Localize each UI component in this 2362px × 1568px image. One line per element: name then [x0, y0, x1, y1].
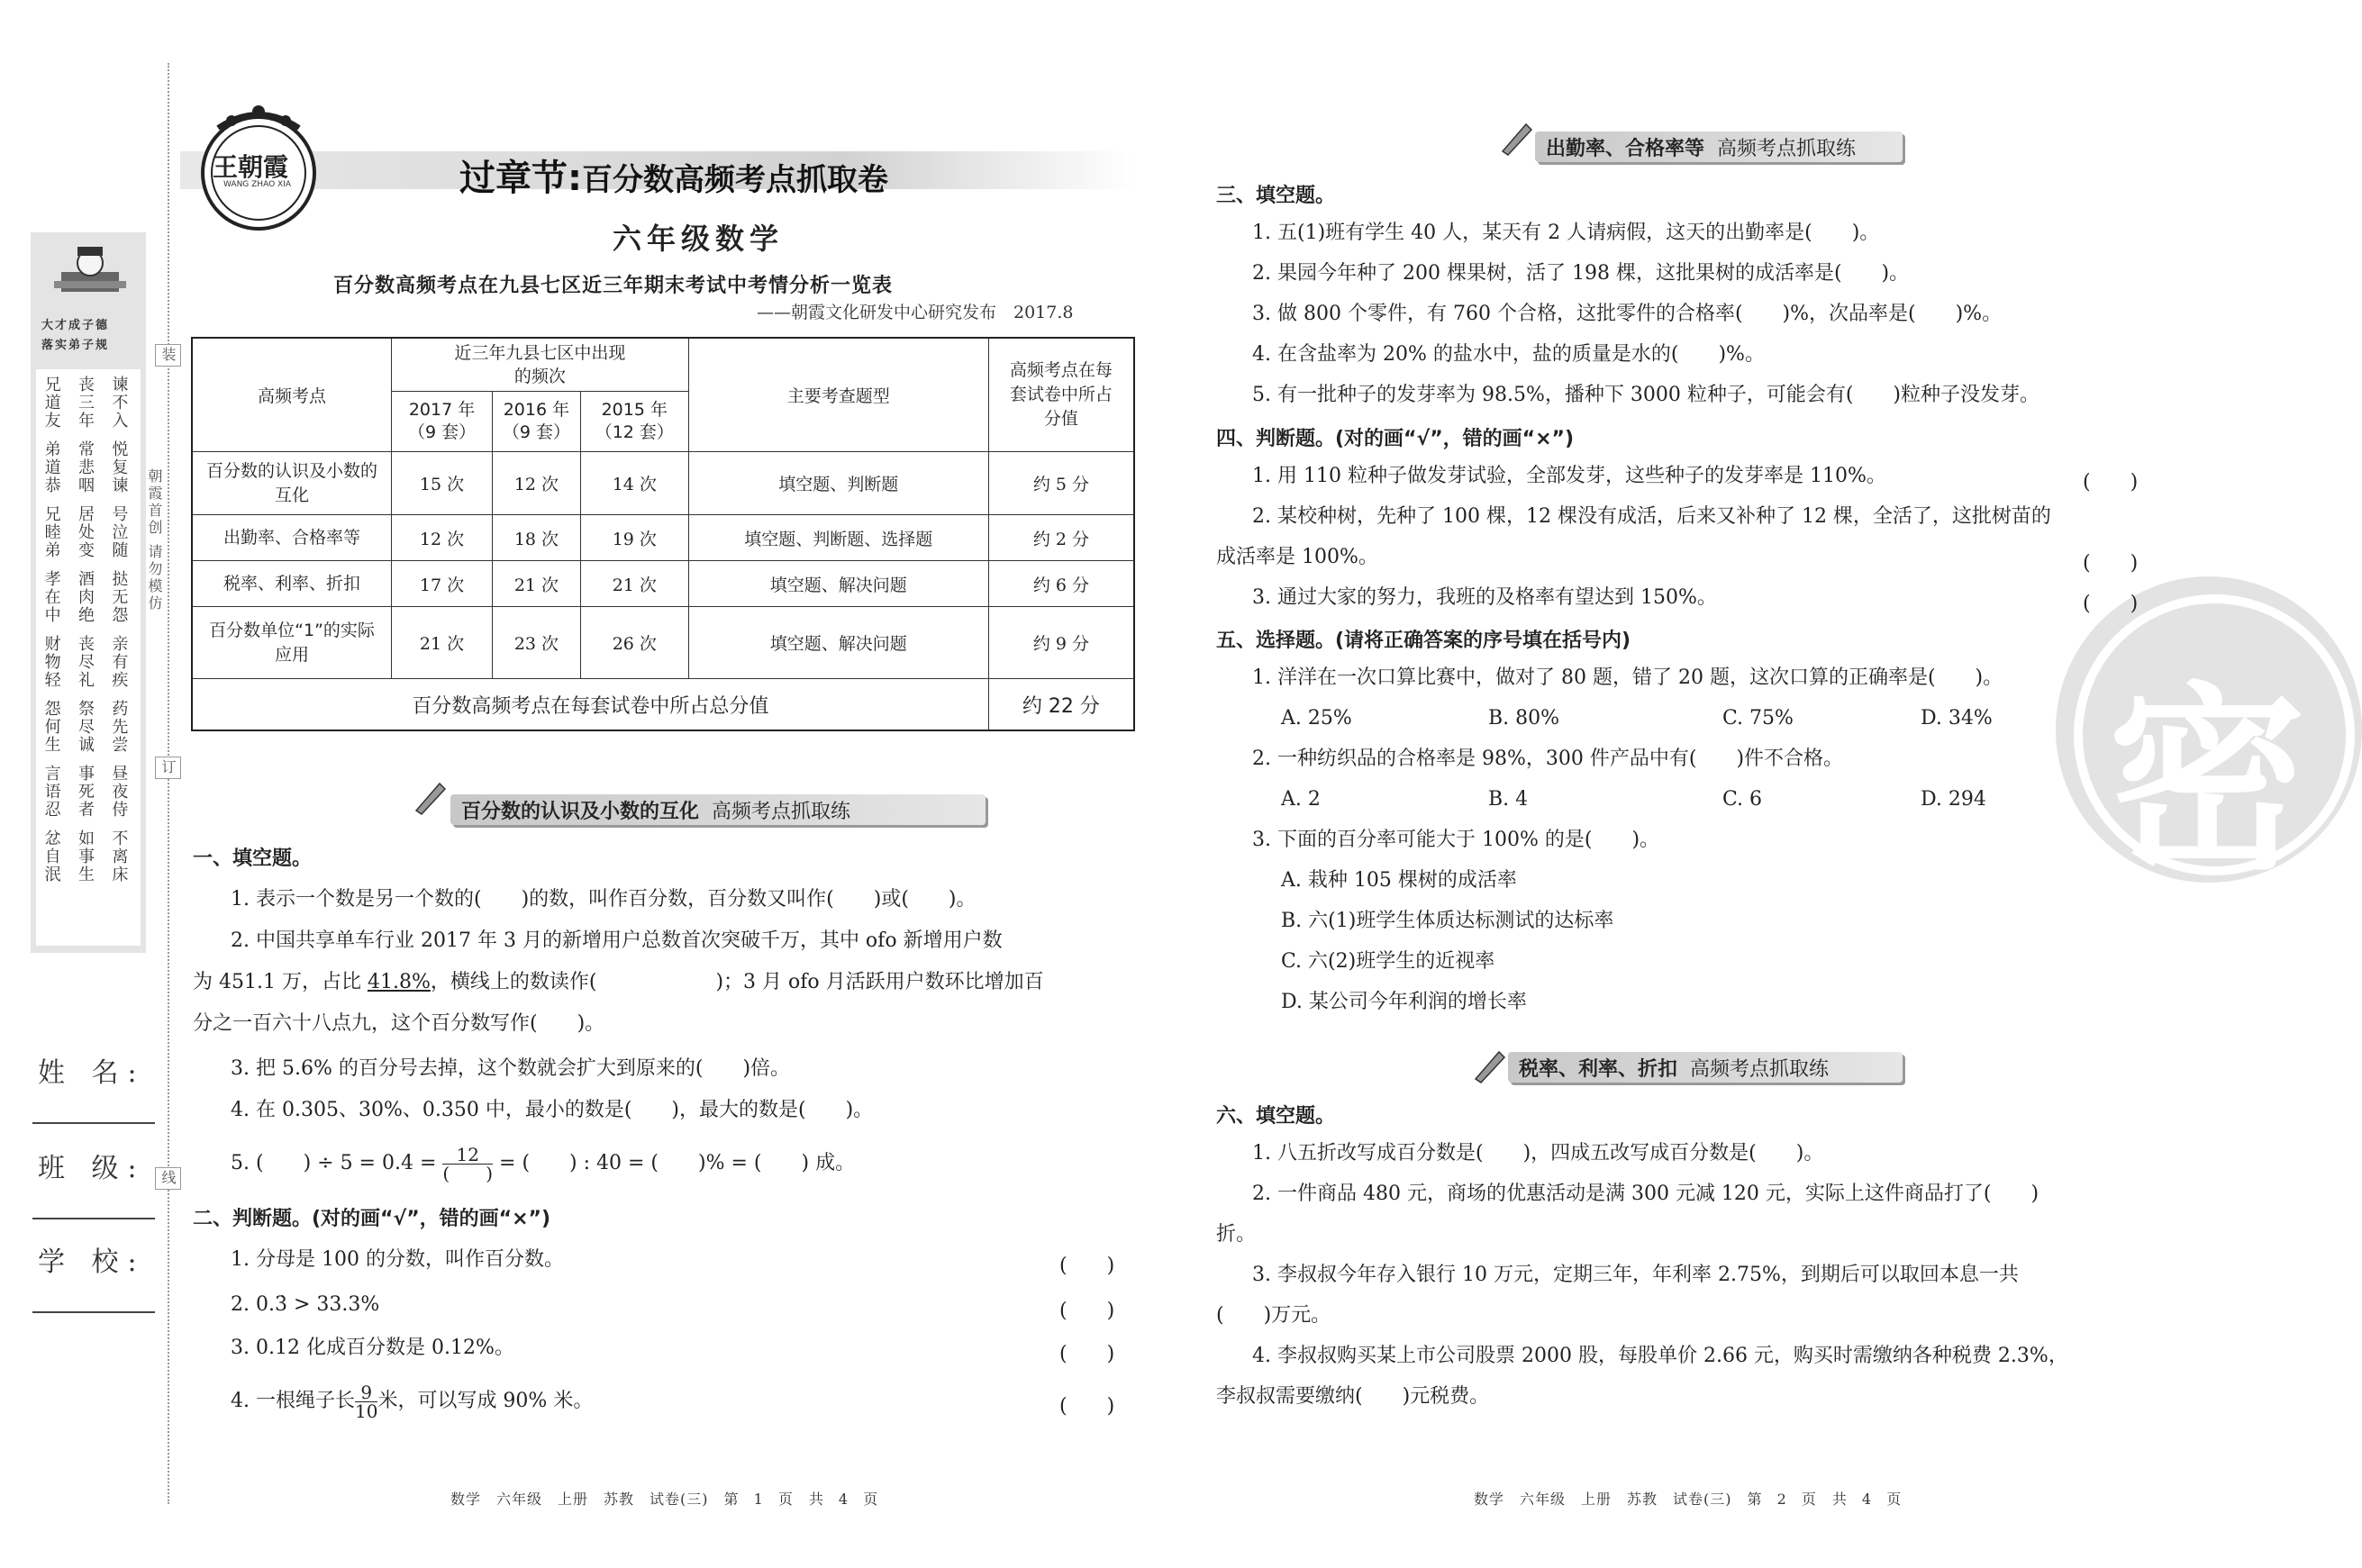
poem-char: 祭 — [77, 700, 95, 719]
question-3-2: 2. 果园今年种了 200 棵果树，活了 198 棵，这批果树的成活率是( )。 — [1252, 262, 1910, 285]
binding-marker-mid: 订 — [155, 757, 181, 779]
poem-char: 何 — [44, 718, 61, 737]
poem-char: 道 — [44, 394, 61, 412]
choice-5-2-a[interactable]: A. 2 — [1281, 788, 1321, 811]
binding-marker-top: 装 — [155, 344, 181, 367]
table-row — [192, 452, 1134, 515]
poem-char: 挞 — [112, 570, 129, 589]
poem-char: 床 — [112, 866, 129, 884]
poem-stanza — [36, 701, 137, 755]
poem-char: 亲 — [112, 635, 129, 654]
source-note: ——朝霞文化研发中心研究发布 2017.8 — [757, 303, 1074, 322]
choice-5-3: 3. 下面的百分率可能大于 100% 的是( )。 — [1252, 829, 1660, 851]
title-colon: : — [568, 158, 582, 199]
poem-char: 睦 — [44, 523, 61, 542]
poem-char: 弟 — [44, 541, 61, 560]
col-freq-header: 近三年九县七区中出现的频次 — [392, 338, 689, 392]
question-1-3: 3. 把 5.6% 的百分号去掉，这个数就会扩大到原来的( )倍。 — [231, 1057, 791, 1080]
q2b-underlined: 41.8% — [367, 971, 431, 993]
poem-char: 先 — [112, 718, 129, 737]
banner-2-tail: 高频考点抓取练 — [1717, 137, 1857, 160]
poem-char: 丧 — [77, 376, 95, 394]
name-label: 姓 名: — [38, 1057, 146, 1089]
poem-char: 随 — [112, 541, 129, 560]
poem-char: 咽 — [77, 476, 95, 495]
poem-char: 诚 — [77, 736, 95, 755]
year-2016-header: 2016 年（9 套） — [492, 392, 580, 452]
sidebar-figure — [45, 241, 135, 301]
poem-char: 药 — [112, 700, 129, 719]
poem-char: 泯 — [44, 866, 61, 884]
poem-char: 变 — [77, 541, 95, 560]
poem-char: 事 — [77, 847, 95, 866]
poem-char: 生 — [77, 866, 95, 884]
question-6-3a: 3. 李叔叔今年存入银行 10 万元，定期三年，年利率 2.75%，到期后可以取回本息一共 — [1252, 1264, 2019, 1286]
answer-paren[interactable]: ( ) — [2083, 552, 2139, 575]
poem-char: 者 — [77, 801, 95, 820]
total-label: 百分数高频考点在每套试卷中所占总分值 — [192, 679, 988, 731]
judge-4-3: 3. 通过大家的努力，我班的及格率有望达到 150%。 — [1252, 586, 1717, 609]
poem-char: 不 — [112, 829, 129, 848]
school-label: 学 校: — [38, 1246, 146, 1278]
row-2015: 19 次 — [580, 515, 688, 561]
table-row — [192, 607, 1134, 679]
question-1-1: 1. 表示一个数是另一个数的( )的数，叫作百分数，百分数又叫作( )或( )。 — [231, 888, 977, 911]
row-score: 约 9 分 — [988, 607, 1134, 679]
poem-char: 忍 — [44, 801, 61, 820]
choice-5-1-b[interactable]: B. 80% — [1488, 707, 1560, 730]
poem-char: 侍 — [112, 801, 129, 820]
table-subtitle: 百分数高频考点在九县七区近三年期末考试中考情分析一览表 — [333, 275, 894, 297]
poem-char: 兄 — [44, 505, 61, 524]
row-score: 约 5 分 — [988, 452, 1134, 515]
row-2015: 26 次 — [580, 607, 688, 679]
poem-char: 居 — [77, 505, 95, 524]
poem-char: 疾 — [112, 671, 129, 690]
judge-2-1: 1. 分母是 100 的分数，叫作百分数。 — [231, 1248, 564, 1271]
answer-paren[interactable]: ( ) — [1059, 1343, 1115, 1365]
answer-paren[interactable]: ( ) — [2083, 593, 2139, 615]
answer-paren[interactable]: ( ) — [2083, 471, 2139, 494]
footer-page-2: 数学 六年级 上册 苏教 试卷(三) 第 2 页 共 4 页 — [1474, 1491, 1903, 1508]
poem-char: 复 — [112, 458, 129, 477]
col-topic-header: 高频考点 — [192, 338, 392, 452]
choice-5-3-c[interactable]: C. 六(2)班学生的近视率 — [1281, 950, 1495, 973]
choice-5-3-b[interactable]: B. 六(1)班学生体质达标测试的达标率 — [1281, 910, 1614, 932]
student-figure-icon — [45, 241, 135, 301]
poem-char: 常 — [77, 440, 95, 459]
choice-5-1-a[interactable]: A. 25% — [1281, 707, 1352, 730]
footer-page-1: 数学 六年级 上册 苏教 试卷(三) 第 1 页 共 4 页 — [450, 1491, 879, 1508]
row-types: 填空题、判断题 — [688, 452, 988, 515]
choice-5-2-b[interactable]: B. 4 — [1488, 788, 1529, 811]
choice-5-1-d[interactable]: D. 34% — [1921, 707, 1993, 730]
poem-char: 酒 — [77, 570, 95, 589]
poem-char: 死 — [77, 783, 95, 802]
poem-char: 号 — [112, 505, 129, 524]
poem-char: 言 — [44, 765, 61, 784]
total-value: 约 22 分 — [988, 679, 1134, 731]
judge-4-2b: 成活率是 100%。 — [1216, 546, 1378, 568]
poem-char: 礼 — [77, 671, 95, 690]
copyright-note: 朝霞首创 请勿模仿 — [146, 468, 163, 613]
row-types: 填空题、解决问题 — [688, 561, 988, 607]
judge-2-4 — [231, 1374, 593, 1428]
question-1-2b — [193, 962, 1044, 1002]
poem-char: 谏 — [112, 476, 129, 495]
poem-char: 事 — [77, 765, 95, 784]
row-2016: 21 次 — [492, 561, 580, 607]
judge-2-3: 3. 0.12 化成百分数是 0.12%。 — [231, 1337, 514, 1359]
section-5-heading: 五、选择题。(请将正确答案的序号填在括号内) — [1216, 630, 1631, 652]
poem-char: 绝 — [77, 606, 95, 625]
section-1-heading: 一、填空题。 — [193, 847, 313, 870]
section-4-heading: 四、判断题。(对的画“√”，错的画“×”) — [1216, 428, 1575, 450]
question-3-3: 3. 做 800 个零件，有 760 个合格，这批零件的合格率( )%，次品率是( )%。 — [1252, 303, 2003, 325]
question-1-4: 4. 在 0.305、30%、0.350 中，最小的数是( )，最大的数是( )。 — [231, 1099, 874, 1121]
poem-char: 友 — [44, 412, 61, 431]
banner-topic-3 — [1508, 1052, 1903, 1083]
row-topic: 出勤率、合格率等 — [192, 515, 392, 561]
banner-1-tail: 高频考点抓取练 — [712, 800, 851, 823]
choice-5-2: 2. 一种纺织品的合格率是 98%，300 件产品中有( )件不合格。 — [1252, 748, 1844, 770]
class-field[interactable] — [32, 1218, 155, 1219]
row-score: 约 2 分 — [988, 515, 1134, 561]
question-3-4: 4. 在含盐率为 20% 的盐水中，盐的质量是水的( )%。 — [1252, 343, 1765, 366]
poem-char: 怨 — [44, 700, 61, 719]
j4-post: 米，可以写成 90% 米。 — [377, 1390, 594, 1412]
q5-numerator: 12 — [442, 1146, 493, 1165]
question-6-3b: ( )万元。 — [1216, 1304, 1331, 1327]
poem-char: 中 — [44, 606, 61, 625]
title-main: 过章节 — [459, 158, 568, 199]
table-row — [192, 561, 1134, 607]
q5-fraction — [442, 1143, 494, 1184]
poem-grid — [36, 369, 141, 884]
poem-stanza — [36, 571, 137, 625]
row-topic: 税率、利率、折扣 — [192, 561, 392, 607]
year-2015-header: 2015 年（12 套） — [580, 392, 688, 452]
banner-3-tail: 高频考点抓取练 — [1690, 1057, 1830, 1081]
pen-icon — [413, 778, 449, 814]
row-2016: 12 次 — [492, 452, 580, 515]
row-score: 约 6 分 — [988, 561, 1134, 607]
poem-char: 怨 — [112, 606, 129, 625]
row-topic: 百分数的认识及小数的互化 — [192, 452, 392, 515]
poem-stanza — [36, 766, 137, 820]
poem-char: 三 — [77, 394, 95, 412]
judge-4-1: 1. 用 110 粒种子做发芽试验，全部发芽，这些种子的发芽率是 110%。 — [1252, 465, 1886, 487]
j4-denominator: 10 — [354, 1400, 378, 1422]
poem-char: 物 — [44, 653, 61, 672]
row-2017: 21 次 — [392, 607, 493, 679]
judge-4-2a: 2. 某校种树，先种了 100 棵，12 棵没有成活，后来又补种了 12 棵，全活了，这批树苗的 — [1252, 505, 2051, 528]
choice-5-1: 1. 洋洋在一次口算比赛中，做对了 80 题，错了 20 题，这次口算的正确率是( )。 — [1252, 666, 2003, 689]
class-label: 班 级: — [38, 1153, 146, 1184]
row-2015: 14 次 — [580, 452, 688, 515]
banner-2-bold: 出勤率、合格率等 — [1546, 137, 1705, 160]
pen-icon — [1472, 1047, 1508, 1083]
motto-line-1: 大才成子德 — [41, 319, 110, 332]
choice-5-1-c[interactable]: C. 75% — [1722, 707, 1794, 730]
section-2-heading: 二、判断题。(对的画“√”，错的画“×”) — [193, 1208, 551, 1230]
choice-5-3-d[interactable]: D. 某公司今年利润的增长率 — [1281, 991, 1527, 1013]
title-sub: 百分数高频考点抓取卷 — [582, 162, 888, 198]
row-2017: 15 次 — [392, 452, 493, 515]
section-6-heading: 六、填空题。 — [1216, 1105, 1336, 1128]
poem-char: 夜 — [112, 783, 129, 802]
row-2015: 21 次 — [580, 561, 688, 607]
row-types: 填空题、判断题、选择题 — [688, 515, 988, 561]
banner-3-bold: 税率、利率、折扣 — [1519, 1057, 1678, 1081]
banner-1-bold: 百分数的认识及小数的互化 — [461, 800, 700, 823]
banner-topic-1 — [450, 794, 986, 825]
answer-paren[interactable]: ( ) — [1059, 1300, 1115, 1322]
poem-panel — [36, 369, 141, 946]
poem-char: 悲 — [77, 458, 95, 477]
question-1-5 — [231, 1137, 855, 1191]
poem-stanza — [36, 636, 137, 690]
answer-paren[interactable]: ( ) — [1059, 1255, 1115, 1277]
question-1-2c: 分之一百六十八点九，这个百分数写作( )。 — [193, 1012, 605, 1035]
row-2017: 17 次 — [392, 561, 493, 607]
poem-char: 尽 — [77, 718, 95, 737]
j4-pre: 4. 一根绳子长 — [231, 1390, 355, 1412]
poem-char: 不 — [112, 394, 129, 412]
j4-numerator: 9 — [355, 1383, 377, 1402]
stats-table — [191, 337, 1135, 731]
poem-char: 处 — [77, 523, 95, 542]
question-3-5: 5. 有一批种子的发芽率为 98.5%，播种下 3000 粒种子，可能会有( )粒种子没发芽。 — [1252, 384, 2040, 406]
stamp-character: 密 — [2108, 666, 2307, 896]
poem-char: 在 — [44, 588, 61, 607]
row-2016: 18 次 — [492, 515, 580, 561]
poem-char: 轻 — [44, 671, 61, 690]
poem-stanza — [36, 376, 137, 431]
poem-char: 兄 — [44, 376, 61, 394]
row-topic: 百分数单位“1”的实际应用 — [192, 607, 392, 679]
poem-char: 生 — [44, 736, 61, 755]
logo-text: 王朝霞 — [213, 152, 289, 182]
poem-char: 肉 — [77, 588, 95, 607]
question-6-1: 1. 八五折改写成百分数是( )，四成五改写成百分数是( )。 — [1252, 1142, 1824, 1165]
poem-char: 恭 — [44, 476, 61, 495]
banner-topic-2 — [1535, 131, 1903, 162]
table-total-row — [192, 679, 1134, 731]
poem-char: 昼 — [112, 765, 129, 784]
poem-stanza — [36, 506, 137, 560]
poem-char: 尽 — [77, 653, 95, 672]
binding-marker-bot: 线 — [155, 1167, 181, 1190]
answer-paren[interactable]: ( ) — [1059, 1395, 1115, 1418]
section-3-heading: 三、填空题。 — [1216, 185, 1336, 207]
pen-icon — [1499, 119, 1535, 155]
row-2016: 23 次 — [492, 607, 580, 679]
year-2017-header: 2017 年（9 套） — [392, 392, 493, 452]
poem-char: 财 — [44, 635, 61, 654]
binding-line — [168, 63, 169, 1504]
question-6-2b: 折。 — [1216, 1223, 1257, 1246]
poem-char: 年 — [77, 412, 95, 431]
col-score-header: 高频考点在每套试卷中所占分值 — [988, 338, 1134, 452]
poem-char: 谏 — [112, 376, 129, 394]
poem-char: 入 — [112, 412, 129, 431]
poem-stanza — [36, 830, 137, 884]
question-6-4b: 李叔叔需要缴纳( )元税费。 — [1216, 1385, 1490, 1408]
poem-char: 语 — [44, 783, 61, 802]
question-3-1: 1. 五(1)班有学生 40 人，某天有 2 人请病假，这天的出勤率是( )。 — [1252, 222, 1880, 244]
poem-char: 丧 — [77, 635, 95, 654]
poem-char: 有 — [112, 653, 129, 672]
poem-char: 孝 — [44, 570, 61, 589]
q2b-post: ，横线上的数读作( )；3 月 ofo 月活跃用户数环比增加百 — [430, 971, 1044, 993]
q5-pre: 5. ( ) ÷ 5 = 0.4 = — [231, 1152, 437, 1174]
q5-post: = ( ) : 40 = ( )% = ( ) 成。 — [499, 1152, 856, 1174]
poem-char: 道 — [44, 458, 61, 477]
motto-line-2: 落实弟子规 — [41, 339, 110, 352]
j4-fraction — [355, 1383, 377, 1420]
question-6-2a: 2. 一件商品 480 元，商场的优惠活动是满 300 元减 120 元，实际上这件商品打了( ) — [1252, 1183, 2039, 1205]
poem-char: 弟 — [44, 440, 61, 459]
poem-char: 尝 — [112, 736, 129, 755]
poem-char: 自 — [44, 847, 61, 866]
row-2017: 12 次 — [392, 515, 493, 561]
school-field[interactable] — [32, 1311, 155, 1313]
page-title — [459, 150, 888, 201]
choice-5-2-c[interactable]: C. 6 — [1722, 788, 1763, 811]
poem-char: 泣 — [112, 523, 129, 542]
choice-5-2-d[interactable]: D. 294 — [1921, 788, 1986, 811]
poem-char: 忿 — [44, 829, 61, 848]
question-1-2a: 2. 中国共享单车行业 2017 年 3 月的新增用户总数首次突破千万，其中 ofo 新增用户数 — [231, 929, 1003, 952]
q2b-pre: 为 451.1 万，占比 — [193, 971, 368, 993]
name-field[interactable] — [32, 1122, 155, 1124]
question-6-4a: 4. 李叔叔购买某上市公司股票 2000 股，每股单价 2.66 元，购买时需缴纳各种税费 2.3%， — [1252, 1345, 2068, 1367]
choice-5-3-a[interactable]: A. 栽种 105 棵树的成活率 — [1281, 869, 1517, 892]
poem-char: 悦 — [112, 440, 129, 459]
table-row — [192, 515, 1134, 561]
q5-denominator: ( ) — [442, 1162, 494, 1184]
poem-char: 离 — [112, 847, 129, 866]
row-types: 填空题、解决问题 — [688, 607, 988, 679]
poem-char: 如 — [77, 829, 95, 848]
logo-subtext: WANG ZHAO XIA — [223, 180, 291, 189]
poem-char: 无 — [112, 588, 129, 607]
judge-2-2: 2. 0.3̇ > 33.3% — [231, 1293, 380, 1316]
col-types-header: 主要考查题型 — [688, 338, 988, 452]
poem-stanza — [36, 441, 137, 495]
grade-title: 六年级数学 — [613, 222, 785, 256]
